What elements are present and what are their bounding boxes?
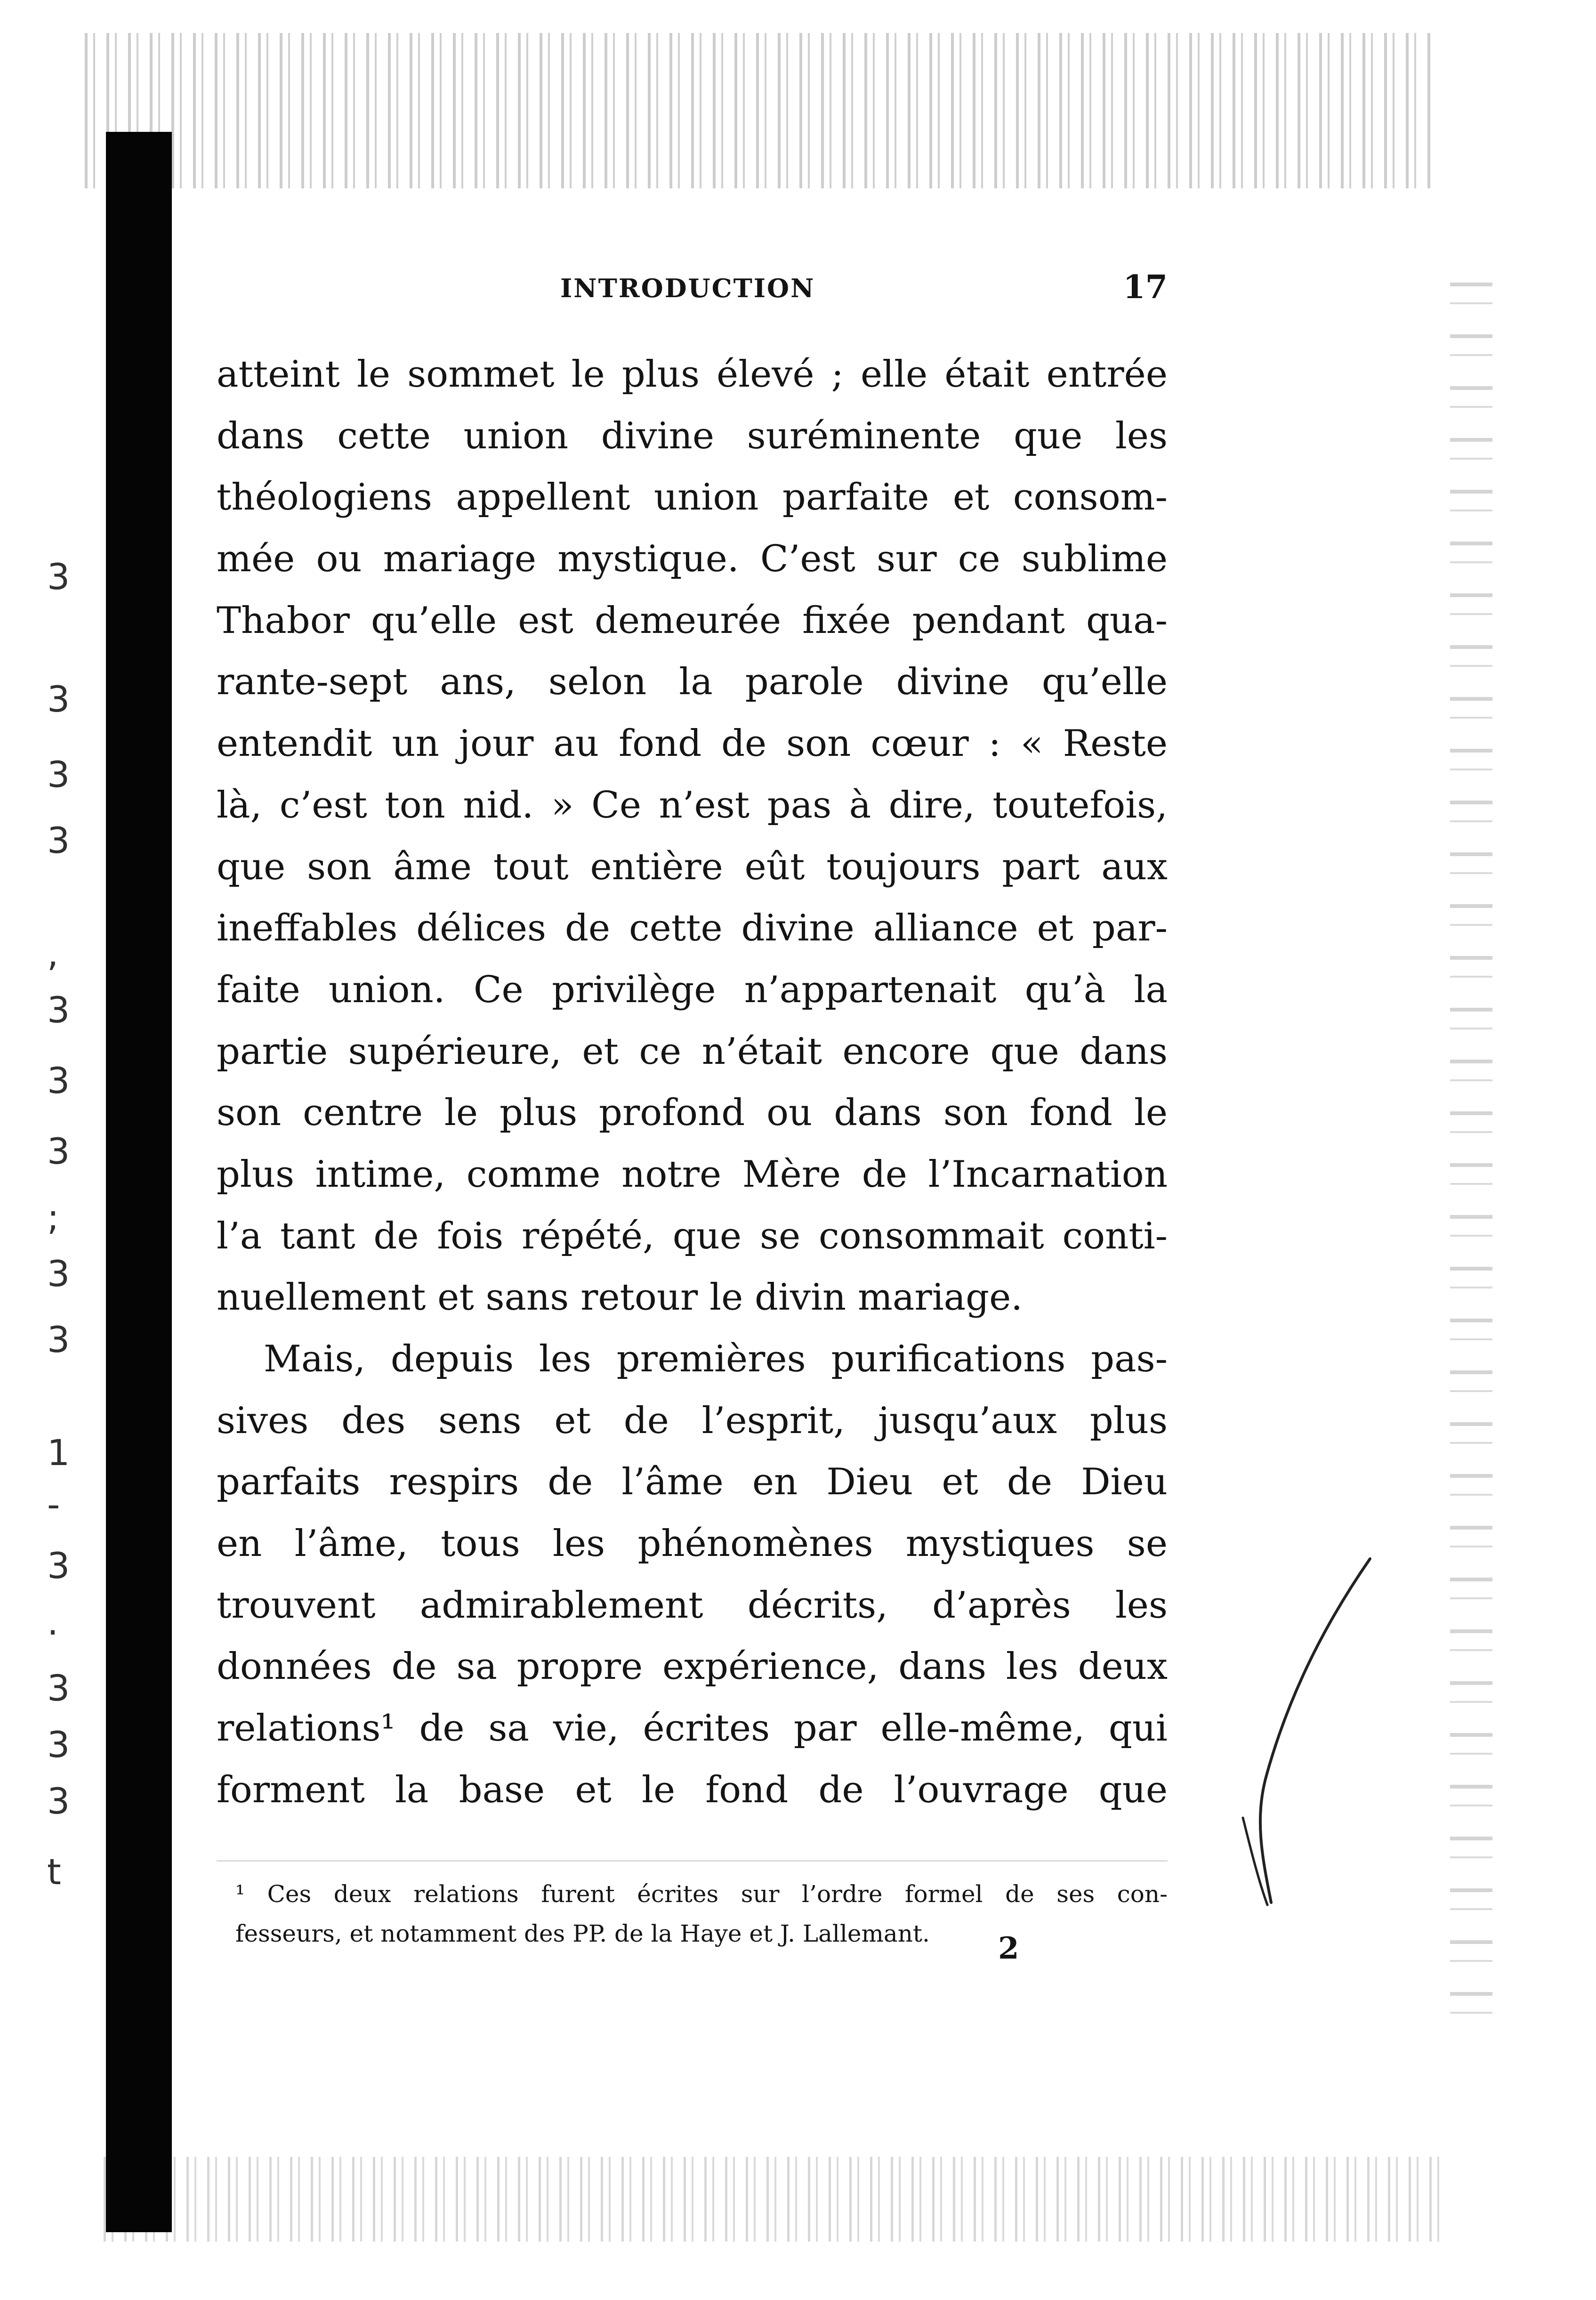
scan-bottom-edge <box>104 2157 1445 2242</box>
margin-fragment: 3 <box>47 753 70 795</box>
margin-fragment: , <box>47 932 59 974</box>
footnote-line: ¹ Ces deux relations furent écrites sur l’ordre formel de ses con- <box>235 1880 1168 1908</box>
margin-fragments <box>9 556 99 1921</box>
margin-fragment: 3 <box>47 1667 70 1709</box>
margin-fragment: 3 <box>47 1780 70 1822</box>
footnote <box>235 1874 1168 1953</box>
text-line: là, c’est ton nid. » Ce n’est pas à dire, toutefois, <box>217 784 1168 826</box>
text-line: forment la base et le fond de l’ouvrage que <box>217 1768 1168 1811</box>
text-line: rante-sept ans, selon la parole divine qu’elle <box>217 661 1168 704</box>
footnote-line: fesseurs, et notamment des PP. de la Haye et J. Lallemant. <box>235 1920 930 1947</box>
pencil-check-mark <box>1233 1554 1379 1912</box>
text-line: partie supérieure, et ce n’était encore que dans <box>217 1030 1168 1073</box>
footnote-divider <box>217 1860 1168 1862</box>
text-line: trouvent admirablement décrits, d’après les <box>217 1584 1168 1627</box>
text-line: en l’âme, tous les phénomènes mystiques se <box>217 1523 1168 1565</box>
text-line: dans cette union divine suréminente que les <box>217 414 1168 457</box>
page-number: 17 <box>1123 268 1168 306</box>
text-line: sives des sens et de l’esprit, jusqu’aux plus <box>217 1399 1168 1442</box>
running-title: INTRODUCTION <box>560 273 815 303</box>
text-line: que son âme tout entière eût toujours part aux <box>217 845 1168 888</box>
text-line: relations¹ de sa vie, écrites par elle-même, qui <box>217 1707 1168 1750</box>
text-line: atteint le sommet le plus élevé ; elle était entrée <box>217 353 1168 396</box>
margin-fragment: 3 <box>47 1724 70 1765</box>
text-line: ineffables délices de cette divine alliance et par- <box>217 907 1168 950</box>
paragraph-1 <box>217 344 1168 1328</box>
scan-top-edge <box>85 33 1436 188</box>
text-line: faite union. Ce privilège n’appartenait qu’à la <box>217 968 1168 1011</box>
text-line: Mais, depuis les premières purifications pas- <box>264 1338 1168 1380</box>
main-text <box>217 344 1168 1821</box>
margin-fragment: 3 <box>47 1319 70 1361</box>
text-line: plus intime, comme notre Mère de l’Incarnation <box>217 1153 1168 1196</box>
paragraph-2 <box>217 1328 1168 1821</box>
margin-fragment: 3 <box>47 1060 70 1101</box>
text-line: parfaits respirs de l’âme en Dieu et de Dieu <box>217 1461 1168 1504</box>
margin-fragment: 3 <box>47 678 70 720</box>
margin-fragment: 3 <box>47 819 70 861</box>
text-line: Thabor qu’elle est demeurée fixée pendant qua- <box>217 599 1168 642</box>
text-line: mée ou mariage mystique. C’est sur ce sublime <box>217 538 1168 581</box>
margin-fragment: 3 <box>47 556 70 598</box>
text-line: son centre le plus profond ou dans son fond le <box>217 1092 1168 1134</box>
scan-right-edge <box>1450 283 1492 2025</box>
page-header <box>217 268 1168 320</box>
text-line: nuellement et sans retour le divin mariage. <box>217 1276 1023 1319</box>
margin-fragment: 3 <box>47 1130 70 1172</box>
margin-fragment: 3 <box>47 1253 70 1295</box>
text-line: données de sa propre expérience, dans les deux <box>217 1645 1168 1688</box>
margin-fragment: 1 <box>47 1432 70 1474</box>
margin-fragment: ; <box>47 1196 59 1238</box>
margin-fragment: - <box>47 1483 60 1525</box>
margin-fragment: 3 <box>47 1545 70 1587</box>
margin-fragment: 3 <box>47 989 70 1031</box>
text-line: l’a tant de fois répété, que se consommait conti- <box>217 1215 1168 1257</box>
margin-fragment: t <box>47 1851 61 1893</box>
text-line: entendit un jour au fond de son cœur : « Reste <box>217 722 1168 765</box>
binding-shadow <box>106 132 172 2232</box>
margin-fragment: . <box>47 1601 59 1643</box>
signature-mark: 2 <box>998 1931 1019 1966</box>
text-line: théologiens appellent union parfaite et consom- <box>217 476 1168 519</box>
